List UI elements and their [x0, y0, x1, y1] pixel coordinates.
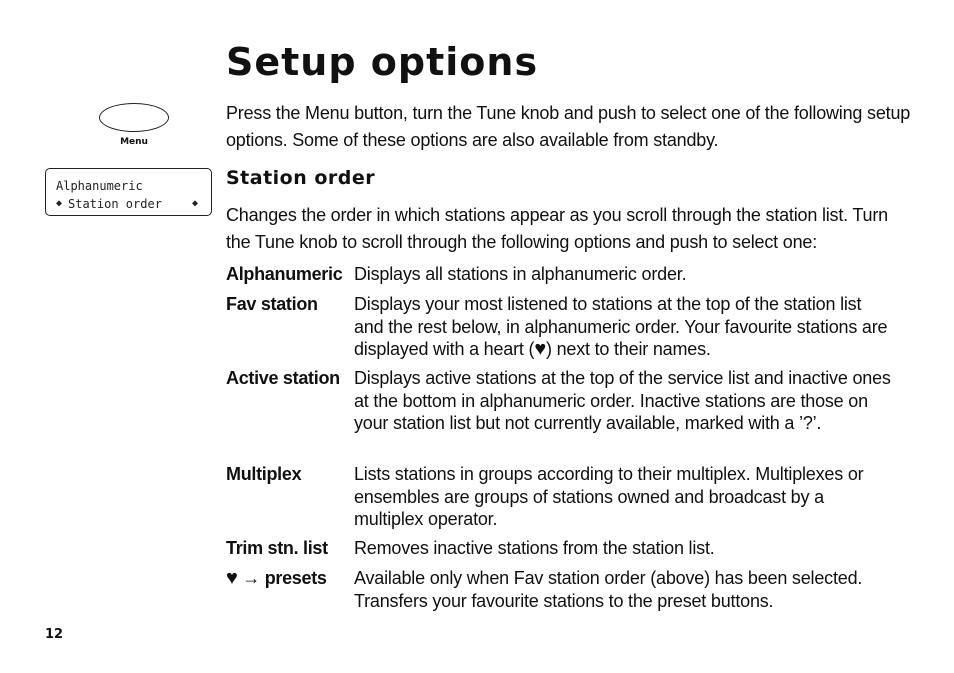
option-definition: Displays active stations at the top of the service list and inactive ones at the bottom in alphanumeric order. Inactive stations are those on your station list but not currently available, marked with a ’?’. [354, 368, 891, 433]
lcd-arrow-left-icon: ◆ [56, 198, 63, 209]
option-term [226, 567, 327, 590]
menu-button-illustration [99, 103, 169, 132]
option-term: Active station [226, 368, 340, 388]
option-term: Fav station [226, 294, 318, 314]
page-number: 12 [45, 627, 64, 642]
heart-icon: ♥ [534, 338, 546, 360]
heart-icon: ♥ [226, 567, 238, 589]
option-term: Alphanumeric [226, 264, 343, 284]
option-term-text: presets [264, 568, 327, 588]
option-term: Trim stn. list [226, 538, 328, 558]
option-definition-text: Displays your most listened to stations at the top of the station list and the rest below, in alphanumeric order. Your favourite stations are displayed with a heart ( [354, 294, 888, 359]
option-definition: Removes inactive stations from the station list. [354, 538, 715, 558]
lcd-display [45, 168, 212, 216]
option-definition: Displays all stations in alphanumeric order. [354, 264, 687, 284]
arrow-right-icon: → [242, 568, 260, 588]
option-term: Multiplex [226, 464, 302, 484]
section-heading: Station order [226, 167, 376, 189]
option-definition: Available only when Fav station order (above) has been selected. Transfers your favourite stations to the preset buttons. [354, 568, 863, 611]
option-definition: Lists stations in groups according to their multiplex. Multiplexes or ensembles are groups of stations owned and broadcast by a multiplex operator. [354, 464, 864, 529]
lcd-arrow-right-icon: ◆ [192, 198, 199, 209]
option-definition-text: ) next to their names. [546, 339, 711, 359]
lcd-line-2-text: Station order [68, 197, 162, 211]
page-title: Setup options [226, 40, 539, 84]
section-description: Changes the order in which stations appear as you scroll through the station list. Turn the Tune knob to scroll through the following options and push to select one: [226, 205, 888, 252]
menu-button-label: Menu [120, 137, 148, 147]
lcd-line-1: Alphanumeric [56, 179, 143, 193]
option-definition [354, 293, 894, 361]
intro-paragraph: Press the Menu button, turn the Tune knob and push to select one of the following setup options. Some of these options are also available from standby. [226, 103, 911, 150]
lcd-line-2 [56, 195, 211, 213]
